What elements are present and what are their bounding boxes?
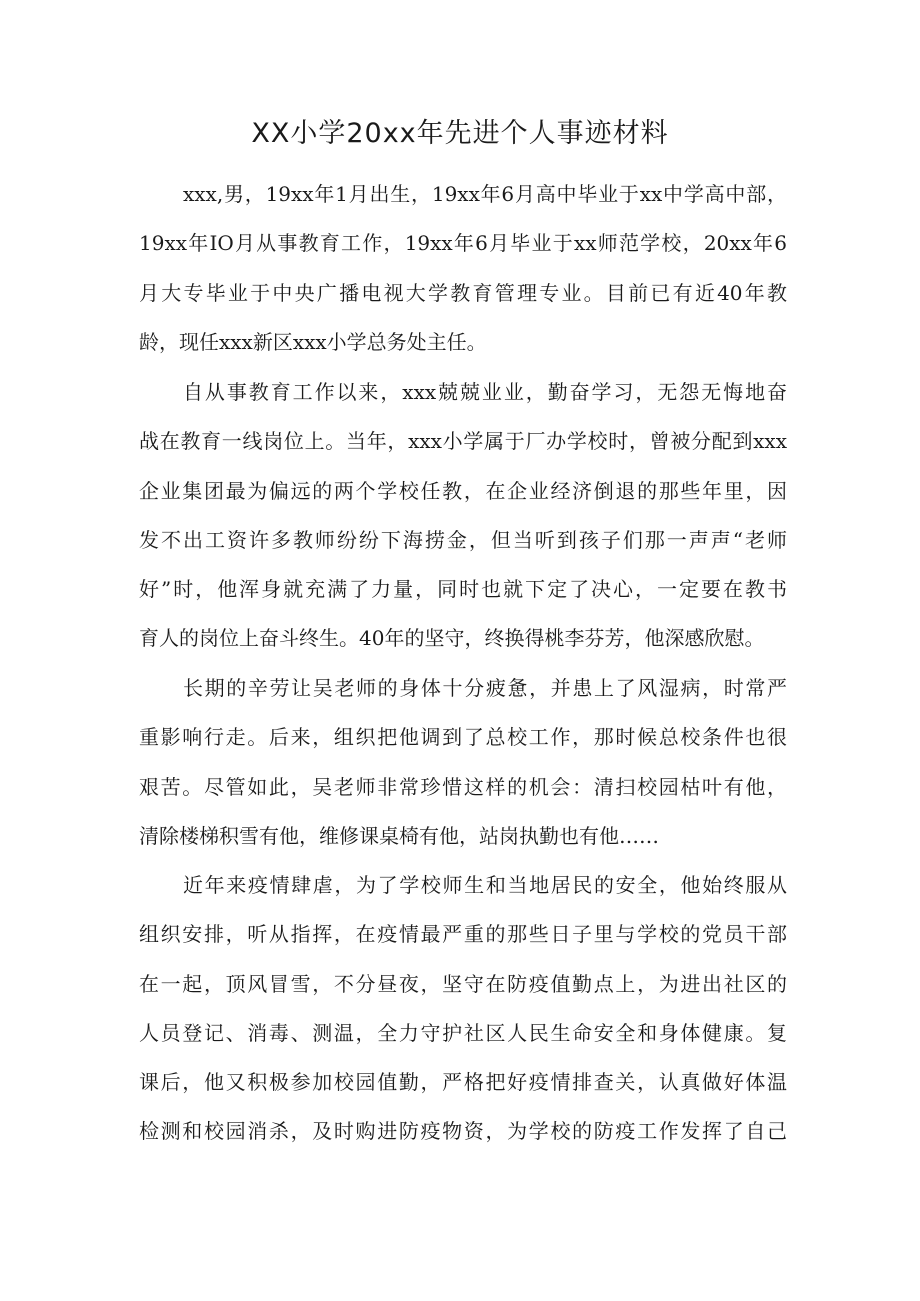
paragraph-line: 长期的辛劳让吴老师的身体十分疲惫，并患上了风湿病，时常严 <box>183 676 787 700</box>
paragraph-line: 重影响行走。后来，组织把他调到了总校工作，那时候总校条件也很 <box>139 725 787 750</box>
document-title: XX小学20xx年先进个人事迹材料 <box>251 118 669 149</box>
paragraph-line: 人员登记、消毒、测温，全力守护社区人民生命安全和身体健康。复 <box>139 1020 787 1045</box>
paragraph-2 <box>139 368 787 664</box>
paragraph-3 <box>139 664 787 861</box>
paragraph-line: 自从事教育工作以来，xxx兢兢业业，勤奋学习，无怨无悔地奋 <box>183 380 787 404</box>
paragraph-1 <box>139 170 787 367</box>
paragraph-line: 在一起，顶风冒雪，不分昼夜，坚守在防疫值勤点上，为进出社区的 <box>139 971 787 996</box>
paragraph-line: 龄，现任xxx新区xxx小学总务处主任。 <box>139 329 487 354</box>
paragraph-4 <box>139 861 787 1157</box>
paragraph-line: 组织安排，听从指挥，在疫情最严重的那些日子里与学校的党员干部 <box>139 922 787 947</box>
paragraph-line: 艰苦。尽管如此，吴老师非常珍惜这样的机会：清扫校园枯叶有他， <box>139 774 787 799</box>
paragraph-line: 清除楼梯积雪有他，维修课桌椅有他，站岗执勤也有他…… <box>139 823 659 848</box>
paragraph-line: 课后，他又积极参加校园值勤，严格把好疫情排查关，认真做好体温 <box>139 1070 787 1095</box>
paragraph-line: 近年来疫情肆虐，为了学校师生和当地居民的安全，他始终服从 <box>183 873 787 897</box>
paragraph-line: 战在教育一线岗位上。当年，xxx小学属于厂办学校时，曾被分配到xxx <box>139 429 787 454</box>
paragraph-line: 发不出工资许多教师纷纷下海捞金，但当听到孩子们那一声声“老师 <box>139 527 787 552</box>
paragraph-line: 月大专毕业于中央广播电视大学教育管理专业。目前已有近40年教 <box>139 280 787 305</box>
paragraph-line: 企业集团最为偏远的两个学校任教，在企业经济倒退的那些年里，因 <box>139 478 787 503</box>
paragraph-line: 检测和校园消杀，及时购进防疫物资，为学校的防疫工作发挥了自己 <box>139 1119 787 1144</box>
paragraph-line: 19xx年IO月从事教育工作，19xx年6月毕业于xx师范学校，20xx年6 <box>139 231 787 256</box>
paragraph-line: xxx,男，19xx年1月出生，19xx年6月高中毕业于xx中学高中部， <box>183 182 787 206</box>
paragraph-line: 育人的岗位上奋斗终生。40年的坚守，终换得桃李芬芳，他深感欣慰。 <box>139 626 765 651</box>
paragraph-line: 好”时，他浑身就充满了力量，同时也就下定了决心，一定要在教书 <box>139 577 787 602</box>
